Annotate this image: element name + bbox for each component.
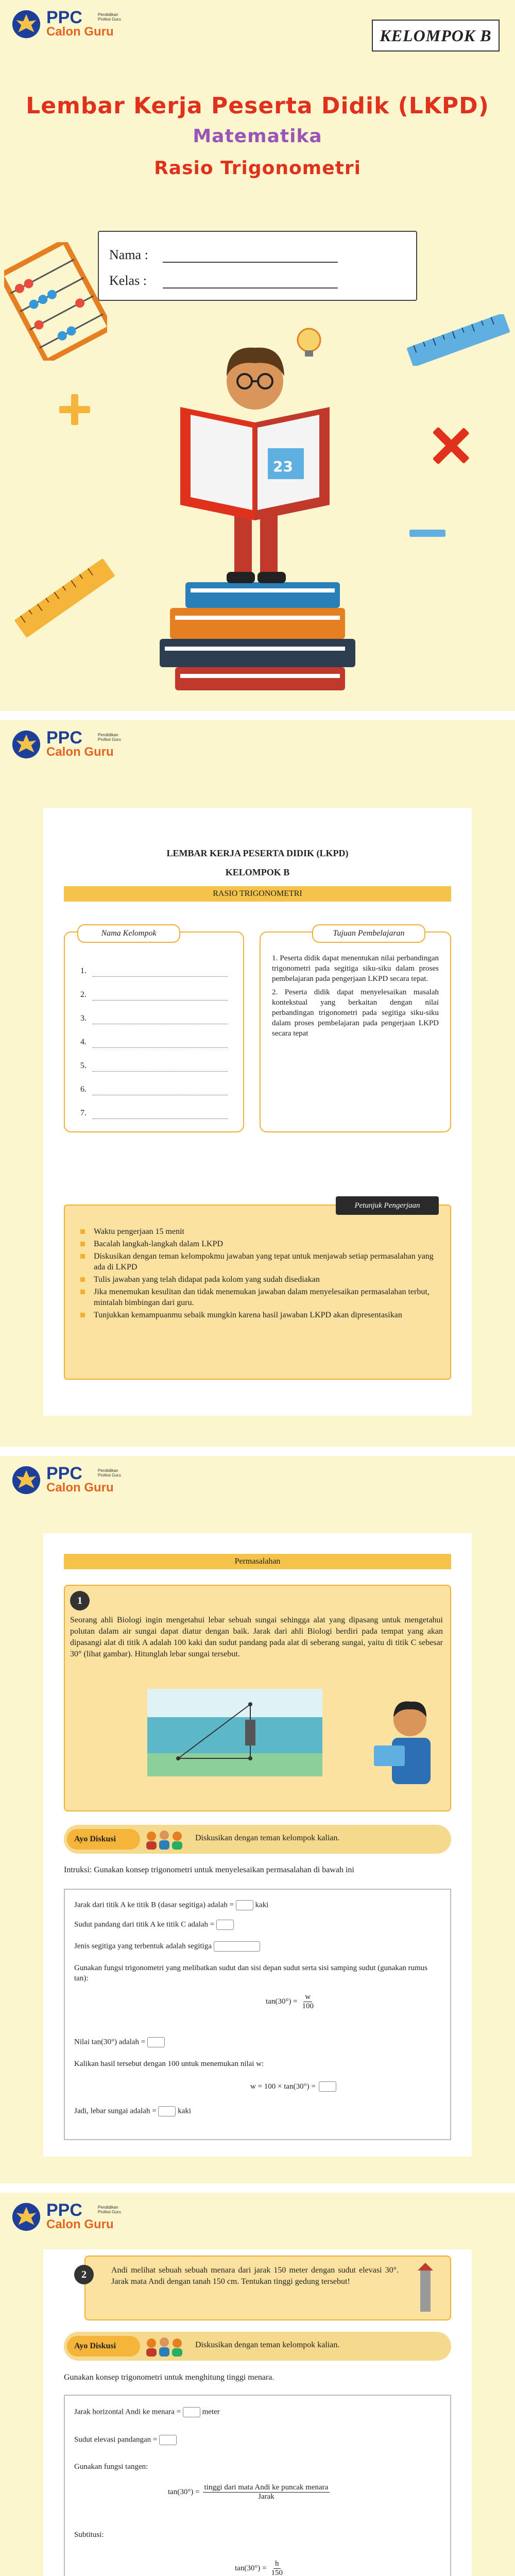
problem-2-text: Andi melihat sebuah sebuah menara dari jarak 150 meter dengan sudut elevasi 30°. Jarak mata Andi dengan tanah 150 cm. Tentukan tinggi gedung tersebut! [111, 2266, 399, 2286]
logo-ppc-text: PPC [46, 728, 82, 748]
logo-small-text: Pendidikan Profesi Guru [98, 12, 121, 22]
cover-subject: Matematika [193, 126, 322, 147]
kelompok-label: KELOMPOK B [372, 20, 500, 52]
tujuan-list [272, 953, 439, 1039]
line-2-text: Sudut elevasi pandangan = [74, 2435, 158, 2444]
topic-bar: RASIO TRIGONOMETRI [64, 886, 451, 902]
people-group-icon [141, 2335, 187, 2358]
people-group-icon [141, 1828, 187, 1851]
petunjuk-item: Tunjukkan kemampuanmu sebaik mungkin karena hasil jawaban LKPD akan dipresentasikan [80, 1310, 435, 1320]
logo-calon-guru-text: Calon Guru [46, 2217, 114, 2231]
problem-2-box [81, 2256, 451, 2320]
eq2-fraction [270, 2560, 285, 2576]
nama-kelompok-field[interactable] [93, 1110, 228, 1119]
cover-page [0, 0, 515, 711]
ppc-logo [11, 8, 121, 39]
kelas-field[interactable] [163, 276, 338, 289]
logo-calon-guru-text: Calon Guru [46, 1481, 114, 1495]
work-line-7 [74, 2106, 191, 2116]
ayo-diskusi-text: Diskusikan dengan teman kelompok kalian. [195, 1834, 340, 1842]
nama-kelompok-item [80, 1001, 228, 1024]
garuda-emblem-icon [11, 1465, 41, 1495]
nama-kelompok-number: 7. [80, 1109, 87, 1117]
answer-jarak-field[interactable] [236, 1900, 253, 1910]
garuda-emblem-icon [11, 730, 41, 759]
answer-segitiga-field[interactable] [214, 1941, 260, 1952]
nama-kelompok-number: 5. [80, 1061, 87, 1070]
instruksi-text: Intruksi: Gunakan konsep trigonometri untuk menyelesaikan permasalahan di bawah ini [64, 1866, 354, 1874]
ruler-icon-2 [5, 556, 124, 639]
eq1-lhs: tan(30°) = [266, 1997, 298, 2006]
nama-field[interactable] [163, 250, 338, 263]
nama-kelompok-item [80, 1072, 228, 1095]
eq2-text: w = 100 × tan(30°) = [250, 2082, 316, 2091]
eq2-denominator: 150 [271, 2569, 283, 2576]
nama-kelompok-item [80, 953, 228, 977]
cover-title: Lembar Kerja Peserta Didik (LKPD) [26, 93, 489, 119]
petunjuk-list [80, 1226, 435, 1322]
tujuan-head: Tujuan Pembelajaran [312, 924, 425, 943]
nama-kelompok-number: 4. [80, 1038, 87, 1046]
instruksi-text: Gunakan konsep trigonometri untuk menghitung tinggi menara. [64, 2373, 274, 2382]
ayo-diskusi-banner [64, 1825, 451, 1854]
logo-calon-guru-text: Calon Guru [46, 745, 114, 759]
petunjuk-box [64, 1201, 451, 1380]
work-line-4: Gunakan fungsi trigonometri yang melibatkan sudut dan sisi depan sudut serta sisi samping sudut (gunakan rumus tan): [74, 1964, 428, 1982]
nama-kelompok-head: Nama Kelompok [77, 924, 180, 943]
work-box-1 [64, 1889, 451, 2140]
eq1-fraction [203, 2483, 330, 2501]
eq1-denominator: 100 [302, 2002, 314, 2010]
logo-ppc-text: PPC [46, 1464, 82, 1483]
line-5-text: Nilai tan(30°) adalah = [74, 2038, 146, 2046]
nama-kelompok-item [80, 977, 228, 1001]
answer-sudut-field[interactable] [159, 2435, 177, 2445]
eq1-fraction [301, 1993, 316, 2011]
tujuan-item-1: 1. Peserta didik dapat menentukan nilai perbandingan trigonometri pada segitiga siku-siku dalam proses pembelajaran pada pengerjaan LKPD secara tepat. [272, 954, 439, 983]
student-reading-illustration [149, 319, 366, 690]
nama-kelompok-field[interactable] [93, 1062, 228, 1072]
answer-lebar-field[interactable] [158, 2106, 176, 2116]
answer-sudut-field[interactable] [216, 1920, 234, 1930]
river-illustration [147, 1689, 322, 1776]
nama-kelompok-field[interactable] [93, 1039, 228, 1048]
nama-kelompok-item [80, 1095, 228, 1119]
line-1-text: Jarak horizontal Andi ke menara = [74, 2408, 181, 2416]
doc-kelompok: KELOMPOK B [225, 867, 290, 877]
w-equation [250, 2081, 336, 2092]
petunjuk-item: Jika menemukan kesulitan dan tidak menemukan jawaban dalam menyelesaikan permasalahan terbut, mintalah bimbingan dari guru. [80, 1286, 435, 1308]
book-numbers: 23 [273, 458, 293, 475]
worksheet-sheet [43, 1533, 472, 2157]
work-line-4: Subtitusi: [74, 2531, 104, 2539]
petunjuk-item: Diskusikan dengan teman kelompokmu jawaban yang tepat untuk menjawab setiap permasalahan yang ada di LKPD [80, 1251, 435, 1273]
cover-topic: Rasio Trigonometri [154, 158, 361, 179]
kelas-row [109, 273, 338, 289]
garuda-emblem-icon [11, 9, 41, 39]
problem-1-text: Seorang ahli Biologi ingin mengetahui lebar sebuah sungai sehingga alat yang dipasang untuk mengetahui polutan dalam air sungai dapat diatur dengan baik. Jarak dari ahli Biologi berdiri pada tempat yang akan dipasangi alat di titik A adalah 100 kaki dan sudut pandang pada alat di seberang sungai, yaitu di titik C sebesar 30° (lihat gambar). Hitunglah lebar sungai tersebut. [70, 1616, 443, 1658]
eq1-numerator: w [303, 1993, 312, 2002]
work-box-2 [64, 2395, 451, 2576]
work-line-3 [74, 1941, 260, 1952]
petunjuk-head: Petunjuk Pengerjaan [336, 1196, 439, 1215]
tower-illustration-icon [405, 2263, 446, 2314]
abacus-icon [4, 242, 107, 361]
identity-box [98, 231, 417, 301]
ayo-diskusi-text: Diskusikan dengan teman kelompok kalian. [195, 2341, 340, 2349]
worksheet-sheet [43, 808, 472, 1416]
problem-1-box [64, 1585, 451, 1811]
ayo-diskusi-label: Ayo Diskusi [67, 2336, 140, 2357]
work-line-2 [74, 1920, 234, 1930]
nama-kelompok-field[interactable] [93, 991, 228, 1001]
logo-ppc-text: PPC [46, 2200, 82, 2220]
nama-row [109, 247, 338, 263]
line-1-unit: meter [202, 2408, 220, 2416]
kelas-label: Kelas : [109, 273, 147, 288]
tujuan-box [260, 931, 451, 1132]
work-line-1 [74, 1900, 268, 1910]
ruler-icon [402, 314, 515, 366]
ayo-diskusi-label: Ayo Diskusi [67, 1829, 140, 1850]
doc-title: LEMBAR KERJA PESERTA DIDIK (LKPD) [166, 848, 349, 858]
student-avatar-illustration [369, 1694, 441, 1787]
permasalahan-bar: Permasalahan [64, 1554, 451, 1569]
answer-tan30-field[interactable] [147, 2037, 165, 2047]
plus-sign-icon [57, 392, 93, 428]
nama-kelompok-list [80, 953, 228, 1119]
line-3-text: Jenis segitiga yang terbentuk adalah segitiga [74, 1942, 212, 1951]
petunjuk-item: Waktu pengerjaan 15 menit [80, 1226, 435, 1237]
work-line-2 [74, 2435, 177, 2445]
nama-label: Nama : [109, 247, 148, 262]
nama-kelompok-field[interactable] [93, 968, 228, 977]
nama-kelompok-number: 6. [80, 1085, 87, 1094]
line-1-unit: kaki [255, 1901, 269, 1909]
multiply-sign-icon [427, 422, 474, 469]
tan-equation-2 [235, 2560, 284, 2576]
minus-sign-icon [407, 526, 448, 541]
eq1-lhs: tan(30°) = [168, 2488, 200, 2496]
problem-2-page [0, 2193, 515, 2576]
problem-number: 1 [70, 1591, 90, 1611]
tan-equation-1 [168, 2483, 330, 2501]
work-line-3: Gunakan fungsi tangen: [74, 2463, 148, 2471]
problem-number: 2 [74, 2265, 94, 2284]
line-1-text: Jarak dari titik A ke titik B (dasar segitiga) adalah = [74, 1901, 234, 1909]
work-line-5 [74, 2037, 165, 2047]
tan-equation-1 [266, 1993, 315, 2011]
petunjuk-item: Bacalah langkah-langkah dalam LKPD [80, 1239, 435, 1249]
eq2-lhs: tan(30°) = [235, 2564, 267, 2572]
nama-kelompok-number: 3. [80, 1014, 87, 1023]
garuda-emblem-icon [11, 2202, 41, 2232]
work-line-6: Kalikan hasil tersebut dengan 100 untuk menemukan nilai w: [74, 2060, 264, 2068]
eq1-numerator: tinggi dari mata Andi ke puncak menara [203, 2483, 330, 2493]
logo-small-text: Pendidikan Profesi Guru [98, 2205, 121, 2214]
logo-small-text: Pendidikan Profesi Guru [98, 1468, 121, 1478]
info-page [0, 720, 515, 1447]
nama-kelompok-box [64, 931, 244, 1132]
nama-kelompok-number: 1. [80, 967, 87, 975]
answer-w-field[interactable] [319, 2081, 336, 2092]
worksheet-sheet [43, 2249, 472, 2576]
answer-jarak-field[interactable] [183, 2407, 200, 2417]
ppc-logo-4 [11, 2200, 121, 2232]
line-2-text: Sudut pandang dari titik A ke titik C adalah = [74, 1920, 215, 1929]
petunjuk-item: Tulis jawaban yang telah didapat pada kolom yang sudah disediakan [80, 1274, 435, 1285]
nama-kelompok-field[interactable] [93, 1015, 228, 1024]
ppc-logo-3 [11, 1464, 121, 1495]
eq2-numerator: h [273, 2560, 281, 2569]
logo-ppc-text: PPC [46, 8, 82, 27]
ppc-logo-2 [11, 728, 121, 759]
ayo-diskusi-banner [64, 2332, 451, 2361]
problem-1-page [0, 1456, 515, 2183]
eq1-denominator: Jarak [258, 2493, 274, 2501]
logo-small-text: Pendidikan Profesi Guru [98, 733, 121, 742]
nama-kelompok-number: 2. [80, 990, 87, 999]
line-7-unit: kaki [178, 2107, 191, 2115]
nama-kelompok-field[interactable] [93, 1086, 228, 1095]
work-line-1 [74, 2407, 220, 2417]
logo-calon-guru-text: Calon Guru [46, 25, 114, 39]
nama-kelompok-item [80, 1024, 228, 1048]
line-7-text: Jadi, lebar sungai adalah = [74, 2107, 157, 2115]
nama-kelompok-item [80, 1048, 228, 1072]
tujuan-item-2: 2. Peserta didik dapat menyelesaikan masalah kontekstual yang berkaitan dengan nilai perbandingan trigonometri pada segitiga siku-siku dalam proses pembelajaran pada pengerjaan LKPD secara tepat [272, 988, 439, 1038]
